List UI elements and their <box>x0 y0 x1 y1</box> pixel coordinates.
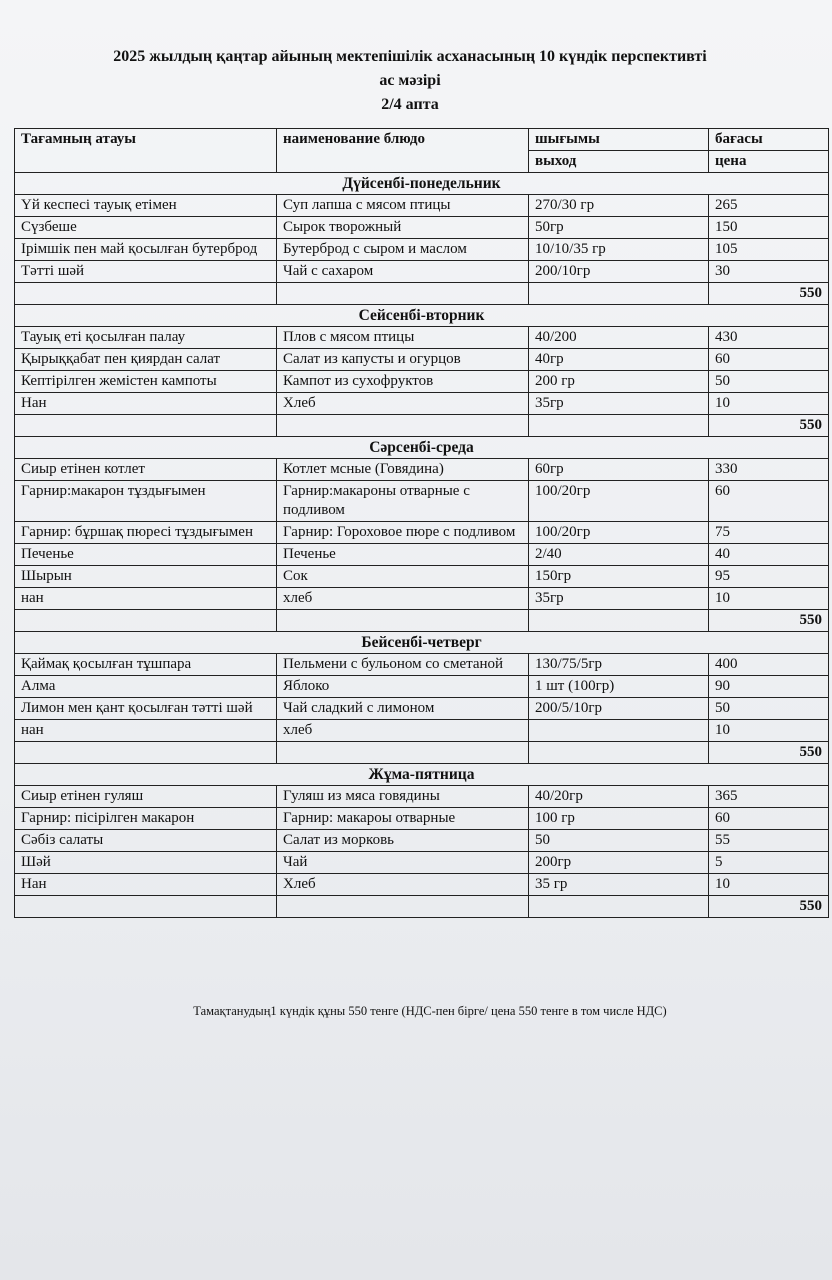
day-total-row <box>15 742 829 764</box>
day-total-row <box>15 283 829 305</box>
dish-name-kz: Үй кеспесі тауық етімен <box>15 195 277 217</box>
dish-name-kz: Гарнир:макарон тұздығымен <box>15 481 277 522</box>
dish-yield: 200 гр <box>529 371 709 393</box>
price-note: Тамақтанудың1 күндік құны 550 тенге (НДС-пен бірге/ цена 550 тенге в том числе НДС) <box>193 1004 667 1018</box>
dish-name-ru: Котлет мсные (Говядина) <box>277 459 529 481</box>
day-title: Бейсенбі-четверг <box>15 632 829 654</box>
menu-item-row <box>15 217 829 239</box>
dish-name-kz: Сәбіз салаты <box>15 830 277 852</box>
dish-price: 10 <box>709 588 829 610</box>
dish-price: 50 <box>709 698 829 720</box>
day-total-row <box>15 610 829 632</box>
day-title: Сәрсенбі-среда <box>15 437 829 459</box>
dish-name-kz: Сиыр етінен котлет <box>15 459 277 481</box>
dish-name-kz: Тауық еті қосылған палау <box>15 327 277 349</box>
menu-table <box>14 128 829 918</box>
dish-yield: 270/30 гр <box>529 195 709 217</box>
document-title: 2025 жылдың қаңтар айының мектепішілік асханасының 10 күндік перспективті <box>113 48 707 65</box>
dish-name-ru: хлеб <box>277 588 529 610</box>
dish-name-kz: Шырын <box>15 566 277 588</box>
dish-name-kz: Ірімшік пен май қосылған бутерброд <box>15 239 277 261</box>
dish-price: 430 <box>709 327 829 349</box>
dish-name-ru: Салат из капусты и огурцов <box>277 349 529 371</box>
column-header-price-ru: цена <box>709 151 829 173</box>
document-subtitle: ас мәзірі <box>379 72 441 89</box>
dish-yield: 1 шт (100гр) <box>529 676 709 698</box>
dish-name-kz: Шәй <box>15 852 277 874</box>
dish-name-ru: Гарнир:макароны отварные с подливом <box>277 481 529 522</box>
dish-price: 330 <box>709 459 829 481</box>
dish-name-kz: Печенье <box>15 544 277 566</box>
dish-price: 5 <box>709 852 829 874</box>
dish-yield: 40/200 <box>529 327 709 349</box>
menu-item-row <box>15 371 829 393</box>
menu-item-row <box>15 720 829 742</box>
dish-name-ru: Гуляш из мяса говядины <box>277 786 529 808</box>
dish-name-ru: Яблоко <box>277 676 529 698</box>
dish-name-ru: Сырок творожный <box>277 217 529 239</box>
dish-name-kz: Нан <box>15 393 277 415</box>
column-header-name-kz: Тағамның атауы <box>15 129 277 173</box>
dish-price: 10 <box>709 874 829 896</box>
empty-cell <box>529 283 709 305</box>
dish-yield <box>529 720 709 742</box>
day-total: 550 <box>709 610 829 632</box>
dish-yield: 100/20гр <box>529 522 709 544</box>
menu-item-row <box>15 874 829 896</box>
empty-cell <box>277 896 529 918</box>
dish-yield: 130/75/5гр <box>529 654 709 676</box>
dish-yield: 50 <box>529 830 709 852</box>
empty-cell <box>15 283 277 305</box>
empty-cell <box>15 415 277 437</box>
dish-name-kz: Қаймақ қосылған тұшпара <box>15 654 277 676</box>
menu-item-row <box>15 808 829 830</box>
empty-cell <box>529 415 709 437</box>
empty-cell <box>277 610 529 632</box>
column-header-yield-kz: шығымы <box>529 129 709 151</box>
dish-name-ru: Хлеб <box>277 874 529 896</box>
dish-yield: 35 гр <box>529 874 709 896</box>
dish-yield: 60гр <box>529 459 709 481</box>
dish-price: 75 <box>709 522 829 544</box>
column-header-name-ru: наименование блюдо <box>277 129 529 173</box>
dish-yield: 35гр <box>529 588 709 610</box>
dish-name-kz: Кептірілген жемістен кампоты <box>15 371 277 393</box>
dish-name-ru: Сок <box>277 566 529 588</box>
week-label: 2/4 апта <box>381 96 439 113</box>
dish-name-ru: Кампот из сухофруктов <box>277 371 529 393</box>
day-total: 550 <box>709 896 829 918</box>
dish-name-ru: Гарнир: макароы отварные <box>277 808 529 830</box>
dish-name-kz: нан <box>15 588 277 610</box>
empty-cell <box>277 415 529 437</box>
menu-item-row <box>15 852 829 874</box>
dish-name-ru: Плов с мясом птицы <box>277 327 529 349</box>
day-header-row <box>15 632 829 654</box>
menu-item-row <box>15 195 829 217</box>
menu-item-row <box>15 393 829 415</box>
menu-item-row <box>15 654 829 676</box>
menu-item-row <box>15 698 829 720</box>
menu-item-row <box>15 786 829 808</box>
menu-item-row <box>15 481 829 522</box>
dish-name-ru: Печенье <box>277 544 529 566</box>
dish-name-kz: нан <box>15 720 277 742</box>
dish-price: 95 <box>709 566 829 588</box>
menu-item-row <box>15 327 829 349</box>
dish-price: 50 <box>709 371 829 393</box>
day-header-row <box>15 764 829 786</box>
dish-yield: 100/20гр <box>529 481 709 522</box>
dish-price: 150 <box>709 217 829 239</box>
dish-yield: 200/5/10гр <box>529 698 709 720</box>
dish-name-kz: Тәтті шәй <box>15 261 277 283</box>
empty-cell <box>15 610 277 632</box>
dish-price: 105 <box>709 239 829 261</box>
empty-cell <box>529 742 709 764</box>
dish-price: 90 <box>709 676 829 698</box>
dish-name-ru: Хлеб <box>277 393 529 415</box>
empty-cell <box>277 283 529 305</box>
dish-price: 365 <box>709 786 829 808</box>
dish-yield: 35гр <box>529 393 709 415</box>
column-header-price-kz: бағасы <box>709 129 829 151</box>
menu-item-row <box>15 349 829 371</box>
dish-name-ru: Чай сладкий с лимоном <box>277 698 529 720</box>
day-title: Дүйсенбі-понедельник <box>15 173 829 195</box>
dish-price: 265 <box>709 195 829 217</box>
menu-item-row <box>15 261 829 283</box>
menu-item-row <box>15 459 829 481</box>
dish-name-ru: Чай <box>277 852 529 874</box>
day-total: 550 <box>709 415 829 437</box>
dish-yield: 200гр <box>529 852 709 874</box>
menu-item-row <box>15 830 829 852</box>
day-total: 550 <box>709 742 829 764</box>
dish-yield: 40гр <box>529 349 709 371</box>
dish-price: 400 <box>709 654 829 676</box>
menu-item-row <box>15 522 829 544</box>
dish-name-kz: Гарнир: пісірілген макарон <box>15 808 277 830</box>
day-title: Сейсенбі-вторник <box>15 305 829 327</box>
dish-name-kz: Алма <box>15 676 277 698</box>
menu-item-row <box>15 588 829 610</box>
dish-price: 60 <box>709 349 829 371</box>
dish-name-kz: Лимон мен қант қосылған тәтті шәй <box>15 698 277 720</box>
dish-name-ru: Салат из морковь <box>277 830 529 852</box>
dish-price: 40 <box>709 544 829 566</box>
dish-yield: 50гр <box>529 217 709 239</box>
dish-name-ru: Бутерброд с сыром и маслом <box>277 239 529 261</box>
day-total: 550 <box>709 283 829 305</box>
dish-name-ru: хлеб <box>277 720 529 742</box>
dish-name-kz: Гарнир: бұршақ пюресі тұздығымен <box>15 522 277 544</box>
dish-name-ru: Гарнир: Гороховое пюре с подливом <box>277 522 529 544</box>
dish-price: 30 <box>709 261 829 283</box>
empty-cell <box>529 896 709 918</box>
empty-cell <box>529 610 709 632</box>
dish-yield: 2/40 <box>529 544 709 566</box>
dish-name-kz: Сүзбеше <box>15 217 277 239</box>
dish-yield: 40/20гр <box>529 786 709 808</box>
empty-cell <box>277 742 529 764</box>
day-title: Жұма-пятница <box>15 764 829 786</box>
dish-name-ru: Пельмени с бульоном со сметаной <box>277 654 529 676</box>
day-total-row <box>15 415 829 437</box>
dish-price: 60 <box>709 808 829 830</box>
dish-name-kz: Қырыққабат пен қиярдан салат <box>15 349 277 371</box>
dish-name-kz: Сиыр етінен гуляш <box>15 786 277 808</box>
dish-price: 60 <box>709 481 829 522</box>
dish-price: 55 <box>709 830 829 852</box>
menu-item-row <box>15 676 829 698</box>
column-header-yield-ru: выход <box>529 151 709 173</box>
dish-price: 10 <box>709 393 829 415</box>
day-header-row <box>15 305 829 327</box>
dish-yield: 10/10/35 гр <box>529 239 709 261</box>
day-header-row <box>15 437 829 459</box>
menu-item-row <box>15 544 829 566</box>
dish-yield: 200/10гр <box>529 261 709 283</box>
menu-item-row <box>15 239 829 261</box>
dish-yield: 100 гр <box>529 808 709 830</box>
dish-name-kz: Нан <box>15 874 277 896</box>
day-header-row <box>15 173 829 195</box>
dish-name-ru: Суп лапша с мясом птицы <box>277 195 529 217</box>
dish-price: 10 <box>709 720 829 742</box>
dish-yield: 150гр <box>529 566 709 588</box>
empty-cell <box>15 742 277 764</box>
empty-cell <box>15 896 277 918</box>
table-header-row <box>15 129 829 151</box>
dish-name-ru: Чай с сахаром <box>277 261 529 283</box>
day-total-row <box>15 896 829 918</box>
menu-item-row <box>15 566 829 588</box>
